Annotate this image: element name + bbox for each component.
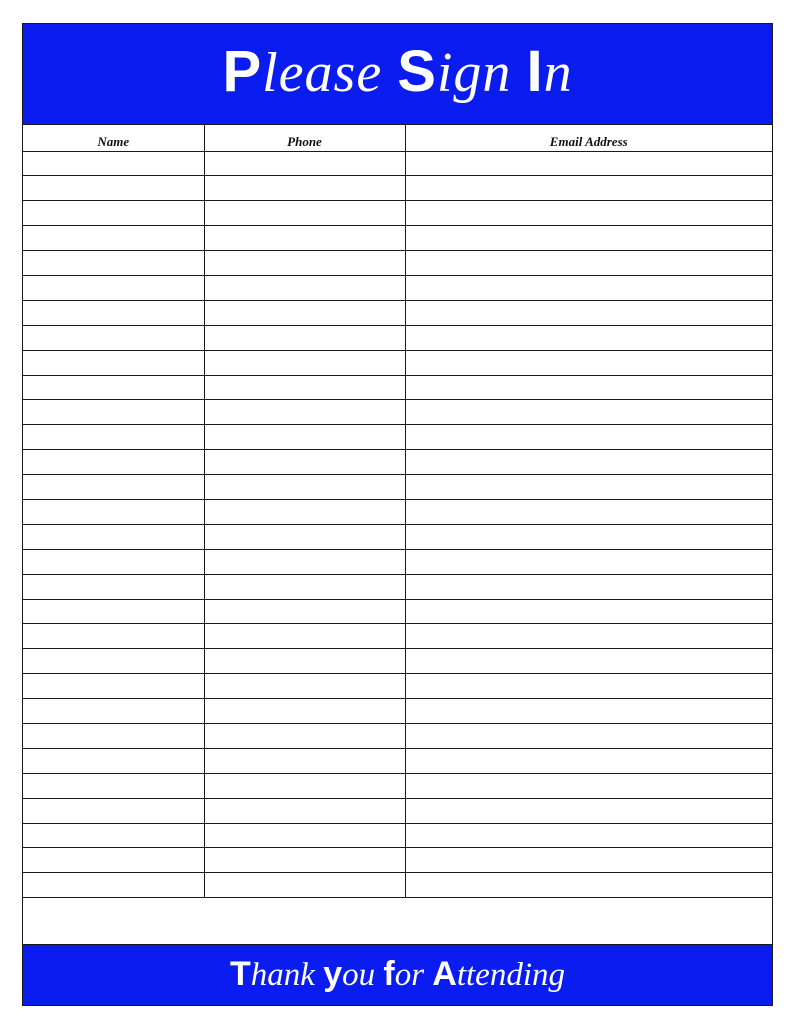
email-cell[interactable] [405,848,772,873]
name-cell[interactable] [23,773,204,798]
phone-cell[interactable] [204,499,405,524]
table-row [23,599,772,624]
name-cell[interactable] [23,151,204,176]
header-banner [23,24,772,125]
table-row [23,226,772,251]
email-cell[interactable] [405,649,772,674]
name-cell[interactable] [23,574,204,599]
email-cell[interactable] [405,699,772,724]
column-header-phone: Phone [204,125,405,151]
table-row [23,151,772,176]
table-row [23,624,772,649]
footer-message [230,954,565,993]
email-cell[interactable] [405,599,772,624]
name-cell[interactable] [23,649,204,674]
table-row [23,848,772,873]
name-cell[interactable] [23,674,204,699]
name-cell[interactable] [23,549,204,574]
name-cell[interactable] [23,251,204,276]
name-cell[interactable] [23,176,204,201]
phone-cell[interactable] [204,475,405,500]
title-rest-3: n [543,42,573,104]
phone-cell[interactable] [204,723,405,748]
email-cell[interactable] [405,624,772,649]
phone-cell[interactable] [204,275,405,300]
name-cell[interactable] [23,624,204,649]
name-cell[interactable] [23,350,204,375]
phone-cell[interactable] [204,325,405,350]
table-row [23,375,772,400]
email-cell[interactable] [405,674,772,699]
phone-cell[interactable] [204,226,405,251]
name-cell[interactable] [23,499,204,524]
footer-banner [23,944,772,1005]
name-cell[interactable] [23,226,204,251]
email-cell[interactable] [405,151,772,176]
footer-cap-3: f [383,954,395,993]
email-cell[interactable] [405,873,772,898]
email-cell[interactable] [405,798,772,823]
phone-cell[interactable] [204,300,405,325]
table-body [23,151,772,898]
title-cap-1: P [222,39,263,104]
table-row [23,873,772,898]
table-row [23,176,772,201]
name-cell[interactable] [23,475,204,500]
name-cell[interactable] [23,201,204,226]
table-row [23,723,772,748]
email-cell[interactable] [405,748,772,773]
table-row [23,574,772,599]
name-cell[interactable] [23,400,204,425]
email-cell[interactable] [405,773,772,798]
table-row [23,823,772,848]
table-row [23,325,772,350]
email-cell[interactable] [405,475,772,500]
footer-rest-2: ou [342,956,384,993]
name-cell[interactable] [23,699,204,724]
phone-cell[interactable] [204,848,405,873]
phone-cell[interactable] [204,176,405,201]
table-row [23,748,772,773]
table-row [23,350,772,375]
email-cell[interactable] [405,723,772,748]
phone-cell[interactable] [204,201,405,226]
page-title [222,39,573,104]
email-cell[interactable] [405,823,772,848]
name-cell[interactable] [23,798,204,823]
table-row [23,251,772,276]
column-header-name: Name [23,125,204,151]
name-cell[interactable] [23,848,204,873]
phone-cell[interactable] [204,251,405,276]
table-row [23,400,772,425]
name-cell[interactable] [23,425,204,450]
email-cell[interactable] [405,400,772,425]
email-cell[interactable] [405,176,772,201]
table-row [23,773,772,798]
table-row [23,300,772,325]
title-cap-2: S [397,39,437,104]
name-cell[interactable] [23,599,204,624]
name-cell[interactable] [23,300,204,325]
name-cell[interactable] [23,723,204,748]
email-cell[interactable] [405,201,772,226]
phone-cell[interactable] [204,450,405,475]
email-cell[interactable] [405,275,772,300]
phone-cell[interactable] [204,649,405,674]
email-cell[interactable] [405,251,772,276]
footer-rest-4: ttending [456,956,565,993]
phone-cell[interactable] [204,773,405,798]
email-cell[interactable] [405,549,772,574]
footer-rest-1: hank [250,956,324,993]
phone-cell[interactable] [204,524,405,549]
table-row [23,524,772,549]
email-cell[interactable] [405,300,772,325]
phone-cell[interactable] [204,624,405,649]
phone-cell[interactable] [204,823,405,848]
phone-cell[interactable] [204,798,405,823]
sign-in-table [23,125,772,898]
table-row [23,201,772,226]
title-cap-3: I [526,39,544,104]
name-cell[interactable] [23,450,204,475]
name-cell[interactable] [23,375,204,400]
table-row [23,549,772,574]
phone-cell[interactable] [204,375,405,400]
email-cell[interactable] [405,499,772,524]
name-cell[interactable] [23,325,204,350]
title-rest-2: ign [436,42,527,104]
table-row [23,798,772,823]
name-cell[interactable] [23,524,204,549]
phone-cell[interactable] [204,574,405,599]
phone-cell[interactable] [204,674,405,699]
table-row [23,475,772,500]
footer-rest-3: or [394,956,433,993]
name-cell[interactable] [23,748,204,773]
sign-in-sheet [22,23,773,1006]
email-cell[interactable] [405,350,772,375]
phone-cell[interactable] [204,748,405,773]
table-row [23,499,772,524]
email-cell[interactable] [405,425,772,450]
email-cell[interactable] [405,226,772,251]
name-cell[interactable] [23,873,204,898]
email-cell[interactable] [405,574,772,599]
name-cell[interactable] [23,823,204,848]
phone-cell[interactable] [204,873,405,898]
name-cell[interactable] [23,275,204,300]
phone-cell[interactable] [204,425,405,450]
email-cell[interactable] [405,450,772,475]
phone-cell[interactable] [204,549,405,574]
email-cell[interactable] [405,375,772,400]
footer-cap-4: A [432,954,457,993]
phone-cell[interactable] [204,699,405,724]
footer-cap-2: y [323,954,343,993]
table-row [23,450,772,475]
phone-cell[interactable] [204,151,405,176]
header-row [23,125,772,151]
table-row [23,649,772,674]
table-row [23,699,772,724]
table-row [23,674,772,699]
phone-cell[interactable] [204,350,405,375]
column-header-email: Email Address [405,125,772,151]
email-cell[interactable] [405,524,772,549]
footer-cap-1: T [230,954,251,993]
table-row [23,275,772,300]
phone-cell[interactable] [204,599,405,624]
email-cell[interactable] [405,325,772,350]
title-rest-1: lease [262,42,398,104]
table-row [23,425,772,450]
phone-cell[interactable] [204,400,405,425]
